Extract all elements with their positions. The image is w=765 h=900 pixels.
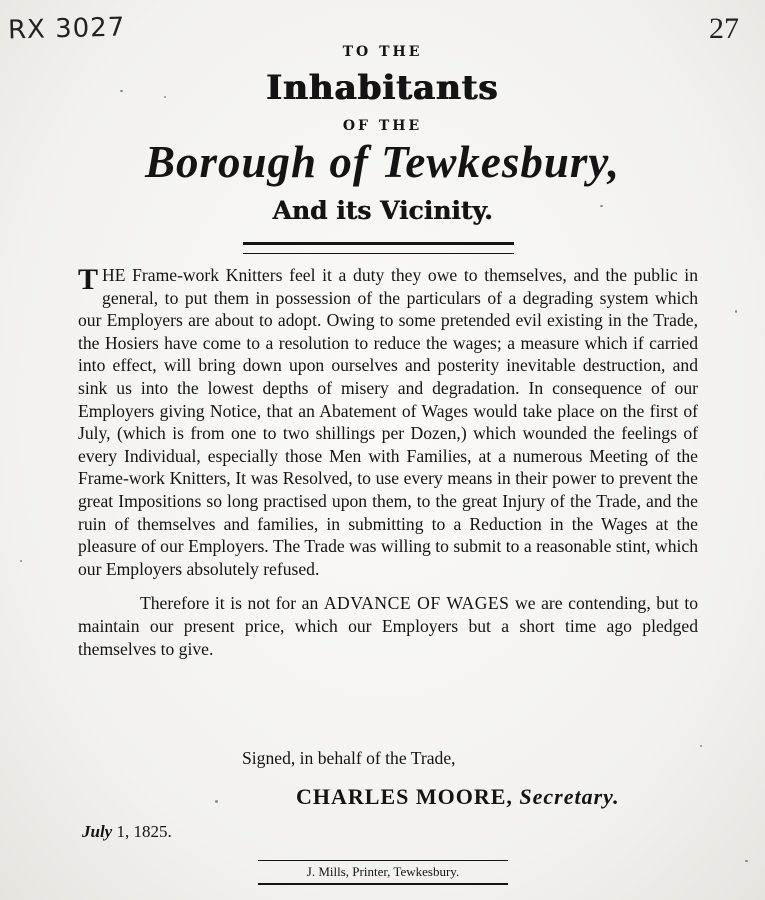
signed-line: Signed, in behalf of the Trade, xyxy=(242,748,456,768)
paragraph-1-text: HE Frame-work Knitters feel it a duty they owe to themselves, and the public in general, to put them in possession of the particulars of a degrading system which our Employers are about to adopt. Owing to some pretended evil existing in the Trade, the Hosiers have come to a resolution to reduce the wages; a measure which if carried into effect, will bring down upon ourselves and posterity inevitable destruction, and sink us into the lowest depths of misery and degradation. In consequence of our Employers giving Notice, that an Abatement of Wages would take place on the first of July, (which is from one to two shillings per Dozen,) which wounded the feelings of every Individual, especially those Men with Families, at a numerous Meeting of the Frame-work Knitters, It was Resolved, to use every means in their power to prevent the great Impositions so long practised upon them, to the great Injury of the Trade, and the ruin of themselves and families, in submitting to a Reduction in the Wages at the pleasure of our Employers. The Trade was willing to submit to a reasonable stint, which our Employers absolutely refused. xyxy=(78,265,698,579)
date-month: July xyxy=(82,822,113,841)
heading-of-the: OF THE xyxy=(342,118,423,134)
heading-to-the: TO THE xyxy=(342,44,423,60)
printer-imprint: J. Mills, Printer, Tewkesbury. xyxy=(258,860,508,885)
paragraph-2-before: Therefore it is not for an xyxy=(140,593,319,614)
scan-speck xyxy=(745,860,748,862)
paragraph-2-emphasis: ADVANCE OF WAGES xyxy=(323,593,510,614)
body-text xyxy=(78,264,698,660)
drop-cap: T xyxy=(78,263,99,296)
scan-speck xyxy=(20,560,22,562)
signatory-title: Secretary. xyxy=(519,784,620,809)
date-rest: 1, 1825. xyxy=(116,822,172,841)
heading-double-rule xyxy=(243,242,514,254)
heading-vicinity: And its Vicinity. xyxy=(272,196,493,225)
signatory xyxy=(296,784,620,810)
scan-speck xyxy=(735,310,737,313)
heading-borough: Borough of Tewkesbury, xyxy=(145,137,620,187)
paragraph-2 xyxy=(78,592,698,660)
page-number: 27 xyxy=(709,12,739,45)
date-line xyxy=(82,822,172,842)
scan-speck xyxy=(215,800,218,803)
heading-inhabitants: Inhabitants xyxy=(266,68,499,108)
signatory-name: CHARLES MOORE, xyxy=(296,784,513,809)
paragraph-1 xyxy=(78,264,698,580)
scan-speck xyxy=(700,745,702,747)
paragraph-2-after: we are contending, but to maintain our present price, which our Employers but a short time ago pledged themselves to give. xyxy=(78,593,699,659)
archive-reference: RX 3027 xyxy=(7,12,126,46)
